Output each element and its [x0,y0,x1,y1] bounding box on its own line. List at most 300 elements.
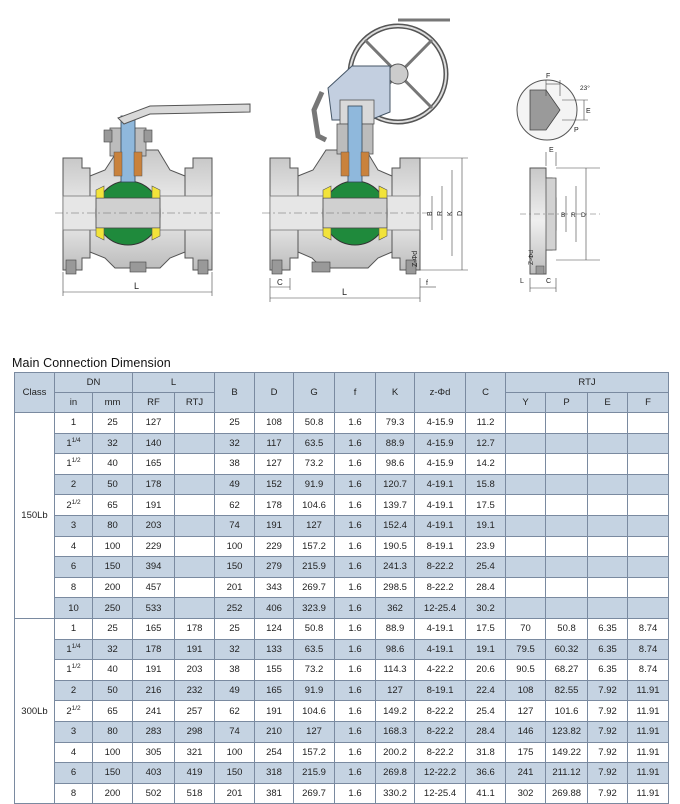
cell-g: 157.2 [294,742,335,763]
header-in: in [55,393,93,413]
cell-zd: 4-19.1 [415,495,466,516]
cell-rf: 178 [133,639,175,660]
table-row [15,495,669,516]
cell-f: 1.6 [335,413,376,434]
dim-C-mid: C [277,278,283,287]
cell-b: 62 [215,701,255,722]
cell-b: 74 [215,721,255,742]
dimension-table [14,372,669,804]
cell-ff [628,577,669,598]
table-row [15,433,669,454]
table-row [15,783,669,804]
cell-b: 74 [215,515,255,536]
cell-k: 98.6 [376,639,415,660]
cell-b: 49 [215,474,255,495]
cell-g: 104.6 [294,495,335,516]
cell-p [546,413,588,434]
cell-g: 127 [294,721,335,742]
cell-rtj [175,598,215,619]
table-row [15,742,669,763]
cell-ff [628,557,669,578]
cell-k: 139.7 [376,495,415,516]
cell-k: 330.2 [376,783,415,804]
table-row [15,618,669,639]
cell-rtj: 257 [175,701,215,722]
cell-rtj [175,495,215,516]
lever-valve-drawing [55,104,250,296]
cell-b: 252 [215,598,255,619]
cell-c: 28.4 [466,577,506,598]
cell-rtj [175,433,215,454]
header-mm: mm [93,393,133,413]
cell-y: 146 [506,721,546,742]
cell-p: 211.12 [546,763,588,784]
cell-rtj: 203 [175,660,215,681]
cell-mm: 32 [93,639,133,660]
cell-mm: 200 [93,783,133,804]
cell-c: 20.6 [466,660,506,681]
cell-g: 91.9 [294,474,335,495]
cell-c: 15.8 [466,474,506,495]
rtj-E-label: E [586,108,591,115]
cell-p [546,454,588,475]
cell-f: 1.6 [335,680,376,701]
cell-f: 1.6 [335,639,376,660]
cell-p: 82.55 [546,680,588,701]
cell-ff: 11.91 [628,721,669,742]
cell-y: 90.5 [506,660,546,681]
cell-zd: 4-19.1 [415,515,466,536]
cell-rtj [175,515,215,536]
cell-y: 79.5 [506,639,546,660]
cell-ff: 11.91 [628,742,669,763]
cell-p [546,515,588,536]
cell-g: 73.2 [294,454,335,475]
cell-p [546,577,588,598]
cell-zd: 8-19.1 [415,536,466,557]
table-row [15,454,669,475]
cell-b: 25 [215,413,255,434]
cell-f: 1.6 [335,515,376,536]
cell-y [506,433,546,454]
cell-f: 1.6 [335,660,376,681]
cell-in: 2 [55,680,93,701]
cell-f: 1.6 [335,536,376,557]
cell-g: 215.9 [294,763,335,784]
cell-d: 210 [255,721,294,742]
cell-zd: 4-22.2 [415,660,466,681]
cell-in: 4 [55,742,93,763]
cell-f: 1.6 [335,701,376,722]
cell-in: $2^{1/2}$ [55,495,93,516]
cell-d: 229 [255,536,294,557]
cell-mm: 150 [93,557,133,578]
cell-zd: 8-22.2 [415,557,466,578]
cell-in: $1^{1/2}$ [55,454,93,475]
cell-zd: 8-22.2 [415,742,466,763]
cell-in: $1^{1/4}$ [55,639,93,660]
cell-y [506,536,546,557]
cell-b: 150 [215,557,255,578]
header-rtj-group: RTJ [506,373,669,393]
cell-f: 1.6 [335,474,376,495]
cell-e: 7.92 [588,680,628,701]
flange-section-detail [520,147,600,292]
cell-b: 38 [215,660,255,681]
cell-g: 269.7 [294,783,335,804]
cell-p: 60.32 [546,639,588,660]
cell-k: 79.3 [376,413,415,434]
cell-zd: 4-15.9 [415,413,466,434]
header-ff: F [628,393,669,413]
cell-k: 298.5 [376,577,415,598]
table-row [15,474,669,495]
header-b: B [215,373,255,413]
flange-L-label: L [520,278,524,285]
cell-b: 201 [215,783,255,804]
flange-Zd-label: Z-Φd [528,250,535,265]
flange-C-label: C [546,278,552,285]
cell-rf: 140 [133,433,175,454]
cell-rf: 203 [133,515,175,536]
cell-mm: 150 [93,763,133,784]
cell-mm: 100 [93,536,133,557]
header-c: C [466,373,506,413]
cell-in: $2^{1/2}$ [55,701,93,722]
cell-rf: 229 [133,536,175,557]
cell-b: 62 [215,495,255,516]
cell-b: 100 [215,742,255,763]
cell-c: 41.1 [466,783,506,804]
cell-b: 201 [215,577,255,598]
cell-d: 152 [255,474,294,495]
cell-ff [628,454,669,475]
cell-e [588,577,628,598]
cell-d: 254 [255,742,294,763]
cell-c: 17.5 [466,618,506,639]
header-l: L [133,373,215,393]
cell-g: 50.8 [294,413,335,434]
cell-k: 168.3 [376,721,415,742]
cell-y: 127 [506,701,546,722]
cell-e [588,495,628,516]
cell-zd: 8-22.2 [415,701,466,722]
cell-c: 12.7 [466,433,506,454]
table-body [15,413,669,804]
table-title: Main Connection Dimension [12,356,171,370]
cell-f: 1.6 [335,742,376,763]
cell-in: 8 [55,577,93,598]
cell-zd: 12-22.2 [415,763,466,784]
cell-g: 269.7 [294,577,335,598]
cell-e [588,413,628,434]
cell-e [588,454,628,475]
cell-c: 25.4 [466,557,506,578]
table-row [15,536,669,557]
cell-mm: 65 [93,495,133,516]
cell-in: $1^{1/4}$ [55,433,93,454]
cell-mm: 80 [93,515,133,536]
cell-rtj: 298 [175,721,215,742]
dim-L-left: L [134,281,140,291]
rtj-groove-detail [517,73,591,140]
cell-rtj: 321 [175,742,215,763]
cell-d: 191 [255,701,294,722]
cell-rtj [175,474,215,495]
cell-b: 25 [215,618,255,639]
cell-g: 91.9 [294,680,335,701]
cell-ff [628,474,669,495]
header-class: Class [15,373,55,413]
rtj-angle-label: 23° [580,85,590,92]
cell-ff: 11.91 [628,783,669,804]
cell-e: 7.92 [588,721,628,742]
cell-y: 108 [506,680,546,701]
cell-e [588,433,628,454]
cell-mm: 40 [93,454,133,475]
cell-in: 6 [55,763,93,784]
cell-ff [628,598,669,619]
cell-d: 343 [255,577,294,598]
cell-c: 19.1 [466,515,506,536]
rtj-P-label: P [574,127,579,134]
cell-mm: 50 [93,680,133,701]
cell-b: 38 [215,454,255,475]
cell-b: 150 [215,763,255,784]
cell-e [588,536,628,557]
cell-mm: 65 [93,701,133,722]
cell-k: 114.3 [376,660,415,681]
cell-in: 6 [55,557,93,578]
cell-mm: 25 [93,618,133,639]
cell-ff [628,495,669,516]
cell-p [546,598,588,619]
cell-k: 88.9 [376,618,415,639]
valve-drawings [0,0,680,350]
cell-rf: 165 [133,618,175,639]
cell-p [546,495,588,516]
cell-e: 6.35 [588,660,628,681]
header-dn: DN [55,373,133,393]
header-e: E [588,393,628,413]
header-zd: z-Φd [415,373,466,413]
dim-B-mid: B [427,211,434,216]
cell-f: 1.6 [335,783,376,804]
cell-f: 1.6 [335,598,376,619]
cell-c: 31.8 [466,742,506,763]
class-cell: 300Lb [15,618,55,803]
cell-y [506,515,546,536]
cell-mm: 200 [93,577,133,598]
cell-rf: 191 [133,660,175,681]
cell-rf: 127 [133,413,175,434]
cell-ff: 11.91 [628,763,669,784]
cell-c: 19.1 [466,639,506,660]
cell-e: 7.92 [588,701,628,722]
header-f: f [335,373,376,413]
cell-e [588,598,628,619]
cell-y: 70 [506,618,546,639]
cell-rtj [175,577,215,598]
dim-D-mid: D [457,210,464,216]
cell-y [506,557,546,578]
cell-d: 178 [255,495,294,516]
cell-k: 98.6 [376,454,415,475]
cell-rtj [175,557,215,578]
table-row [15,763,669,784]
header-p: P [546,393,588,413]
cell-g: 323.9 [294,598,335,619]
cell-b: 49 [215,680,255,701]
cell-d: 381 [255,783,294,804]
cell-b: 100 [215,536,255,557]
cell-y [506,598,546,619]
cell-rf: 241 [133,701,175,722]
cell-e: 7.92 [588,783,628,804]
cell-c: 36.6 [466,763,506,784]
cell-y: 175 [506,742,546,763]
cell-e: 6.35 [588,618,628,639]
cell-mm: 100 [93,742,133,763]
cell-in: 1 [55,413,93,434]
cell-d: 117 [255,433,294,454]
cell-e: 7.92 [588,742,628,763]
cell-ff [628,413,669,434]
table-row [15,515,669,536]
cell-zd: 4-19.1 [415,474,466,495]
header-g: G [294,373,335,413]
cell-d: 165 [255,680,294,701]
cell-rtj [175,454,215,475]
cell-g: 63.5 [294,433,335,454]
cell-y [506,577,546,598]
dim-R-mid: R [437,210,444,216]
table-row [15,701,669,722]
cell-rf: 394 [133,557,175,578]
cell-d: 127 [255,454,294,475]
cell-in: 8 [55,783,93,804]
cell-mm: 25 [93,413,133,434]
cell-k: 127 [376,680,415,701]
cell-zd: 4-15.9 [415,433,466,454]
cell-rf: 305 [133,742,175,763]
cell-in: 2 [55,474,93,495]
cell-mm: 250 [93,598,133,619]
cell-f: 1.6 [335,577,376,598]
dim-L-mid: L [342,287,348,297]
cell-y: 302 [506,783,546,804]
cell-p: 50.8 [546,618,588,639]
cell-d: 279 [255,557,294,578]
cell-ff [628,536,669,557]
cell-in: 10 [55,598,93,619]
table-row [15,557,669,578]
cell-g: 127 [294,515,335,536]
cell-rtj [175,536,215,557]
cell-zd: 8-22.2 [415,577,466,598]
cell-p [546,474,588,495]
cell-d: 124 [255,618,294,639]
cell-y: 241 [506,763,546,784]
rtj-F-label: F [546,73,551,80]
cell-zd: 8-22.2 [415,721,466,742]
cell-rtj [175,413,215,434]
dim-K-mid: K [447,211,454,216]
cell-p [546,557,588,578]
header-d: D [255,373,294,413]
cell-zd: 12-25.4 [415,598,466,619]
cell-f: 1.6 [335,557,376,578]
cell-k: 362 [376,598,415,619]
cell-rtj: 419 [175,763,215,784]
cell-p: 68.27 [546,660,588,681]
cell-g: 215.9 [294,557,335,578]
cell-ff: 11.91 [628,680,669,701]
cell-g: 50.8 [294,618,335,639]
cell-ff: 8.74 [628,618,669,639]
class-cell: 150Lb [15,413,55,619]
cell-rf: 533 [133,598,175,619]
cell-rf: 457 [133,577,175,598]
cell-g: 73.2 [294,660,335,681]
cell-c: 23.9 [466,536,506,557]
cell-g: 104.6 [294,701,335,722]
header-rf: RF [133,393,175,413]
cell-p: 123.82 [546,721,588,742]
cell-f: 1.6 [335,454,376,475]
cell-k: 190.5 [376,536,415,557]
cell-b: 32 [215,639,255,660]
cell-rtj: 178 [175,618,215,639]
cell-c: 30.2 [466,598,506,619]
table-row [15,413,669,434]
table-row [15,577,669,598]
dim-f-mid: f [426,280,428,287]
cell-k: 152.4 [376,515,415,536]
table-row [15,721,669,742]
cell-ff [628,433,669,454]
cell-c: 28.4 [466,721,506,742]
cell-c: 11.2 [466,413,506,434]
cell-ff: 8.74 [628,660,669,681]
cell-d: 155 [255,660,294,681]
cell-zd: 4-19.1 [415,618,466,639]
table-row [15,598,669,619]
cell-rf: 191 [133,495,175,516]
flange-D-label: D [581,212,586,219]
cell-rf: 165 [133,454,175,475]
cell-y [506,413,546,434]
cell-p: 269.88 [546,783,588,804]
gear-valve-drawing [262,20,468,302]
cell-k: 88.9 [376,433,415,454]
cell-d: 108 [255,413,294,434]
cell-zd: 4-15.9 [415,454,466,475]
cell-d: 191 [255,515,294,536]
cell-y [506,495,546,516]
table-row [15,639,669,660]
dim-Z-mid: Z-Φd [412,250,419,267]
cell-rf: 283 [133,721,175,742]
cell-g: 63.5 [294,639,335,660]
header-rtj: RTJ [175,393,215,413]
cell-p [546,433,588,454]
cell-in: 3 [55,515,93,536]
flange-B-label: B [561,212,566,219]
cell-y [506,474,546,495]
cell-mm: 80 [93,721,133,742]
cell-c: 17.5 [466,495,506,516]
